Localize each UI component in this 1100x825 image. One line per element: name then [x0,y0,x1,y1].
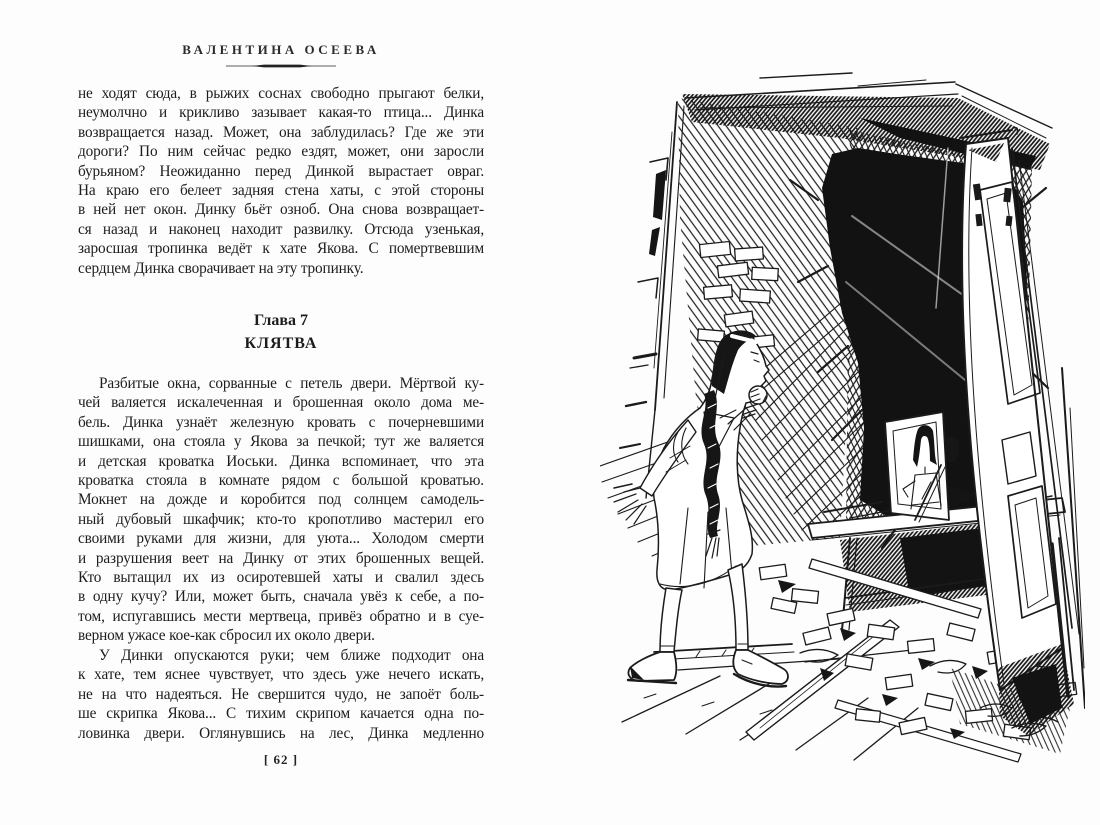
text-line: шишками, она стояла у Якова за печкой; тут же валяется [78,433,484,451]
leaning-portrait [885,412,949,522]
text-line: ся назад и наконец находит развилку. Отсюда узенькая, [78,220,484,238]
door-lock-plate [1003,188,1011,203]
text-line: Разбитые окна, сорванные с петель двери. Мёртвой ку- [99,375,484,392]
text-line: ше скрипка Якова... С тихим скрипом качается одна по- [78,705,484,723]
paragraph [78,646,484,743]
text-line: дороги? По ним сейчас редко ездят, может, они заросли [78,143,484,161]
paragraph [78,374,484,646]
text-line: в ней нет окон. Динку бьёт озноб. Она снова возвращает- [78,201,484,219]
text-line: Мокнет на дожде и коробится под солнцем самодель- [78,491,484,509]
chapter-title: КЛЯТВА [244,335,318,352]
text-line: том, испугавшись мести мертвеца, привёз обратно и в суе- [78,607,484,625]
text-line: заросшая тропинка ведёт к хате Якова. С помертвевшим [78,240,484,258]
text-line: в одну кучу? Или, может быть, сначала увёз к себе, а по- [78,588,484,606]
text-line: На краю его белеет задняя стена хаты, с этой стороны [78,182,484,200]
running-head: ВАЛЕНТИНА ОСЕЕВА [182,42,380,57]
text-line: ный дубовый шкафчик; кто-то кропотливо мастерил его [78,510,484,528]
text-line: верном ужасе кое-как сбросил их около двери. [78,627,375,645]
text-line: чей валяется искалеченная и брошенная около дома ме- [78,394,484,412]
girl-front-leg [728,564,748,650]
book-illustration [600,68,1085,768]
text-line: к хате, тем яснее чувствует, что здесь уже нечего искать, [78,666,484,684]
running-head-rule [78,63,484,81]
text-line: возвращается назад. Может, она заблудилась? Где же эти [78,123,484,141]
text-line: неумолчно и крикливо зазывает какая-то птица... Динка [78,104,484,122]
text-line: кроватка стояла в комнате рядом с большой кроватью. [78,472,484,490]
text-line: У Динки опускаются руки; чем ближе подходит она [99,647,484,664]
text-line: и разрушения веет на Динку от этих брошенных вещей. [78,549,484,567]
text-line: не на что надеяться. Не свершится чудо, не запоёт боль- [78,685,484,703]
text-line: бурьяном? Неожиданно перед Динкой вырастает овраг. [78,162,484,180]
girl-back-leg [660,588,682,652]
text-line: не ходят сюда, в рыжих соснах свободно прыгают белки, [78,85,484,102]
page-number: [ 62 ] [263,752,299,767]
text-line: бель. Динка узнаёт железную кровать с почерневшими [78,413,484,431]
text-line: Кто вытащил их из осиротевшей хаты и свалил здесь [78,569,484,587]
decorative-rule-icon [226,63,336,69]
text-line: сердцем Динка сворачивает на эту тропинку. [78,259,364,277]
chapter-number: Глава 7 [254,312,308,329]
paragraph [78,84,484,278]
text-line: ловинка двери. Оглянувшись на лес, Динка медленно [78,724,484,742]
text-line: своими руками для жизни, для уюта... Холодом смерти [78,530,484,548]
text-line: и детская кроватка Иоськи. Динка вспоминает, что эта [78,452,484,470]
